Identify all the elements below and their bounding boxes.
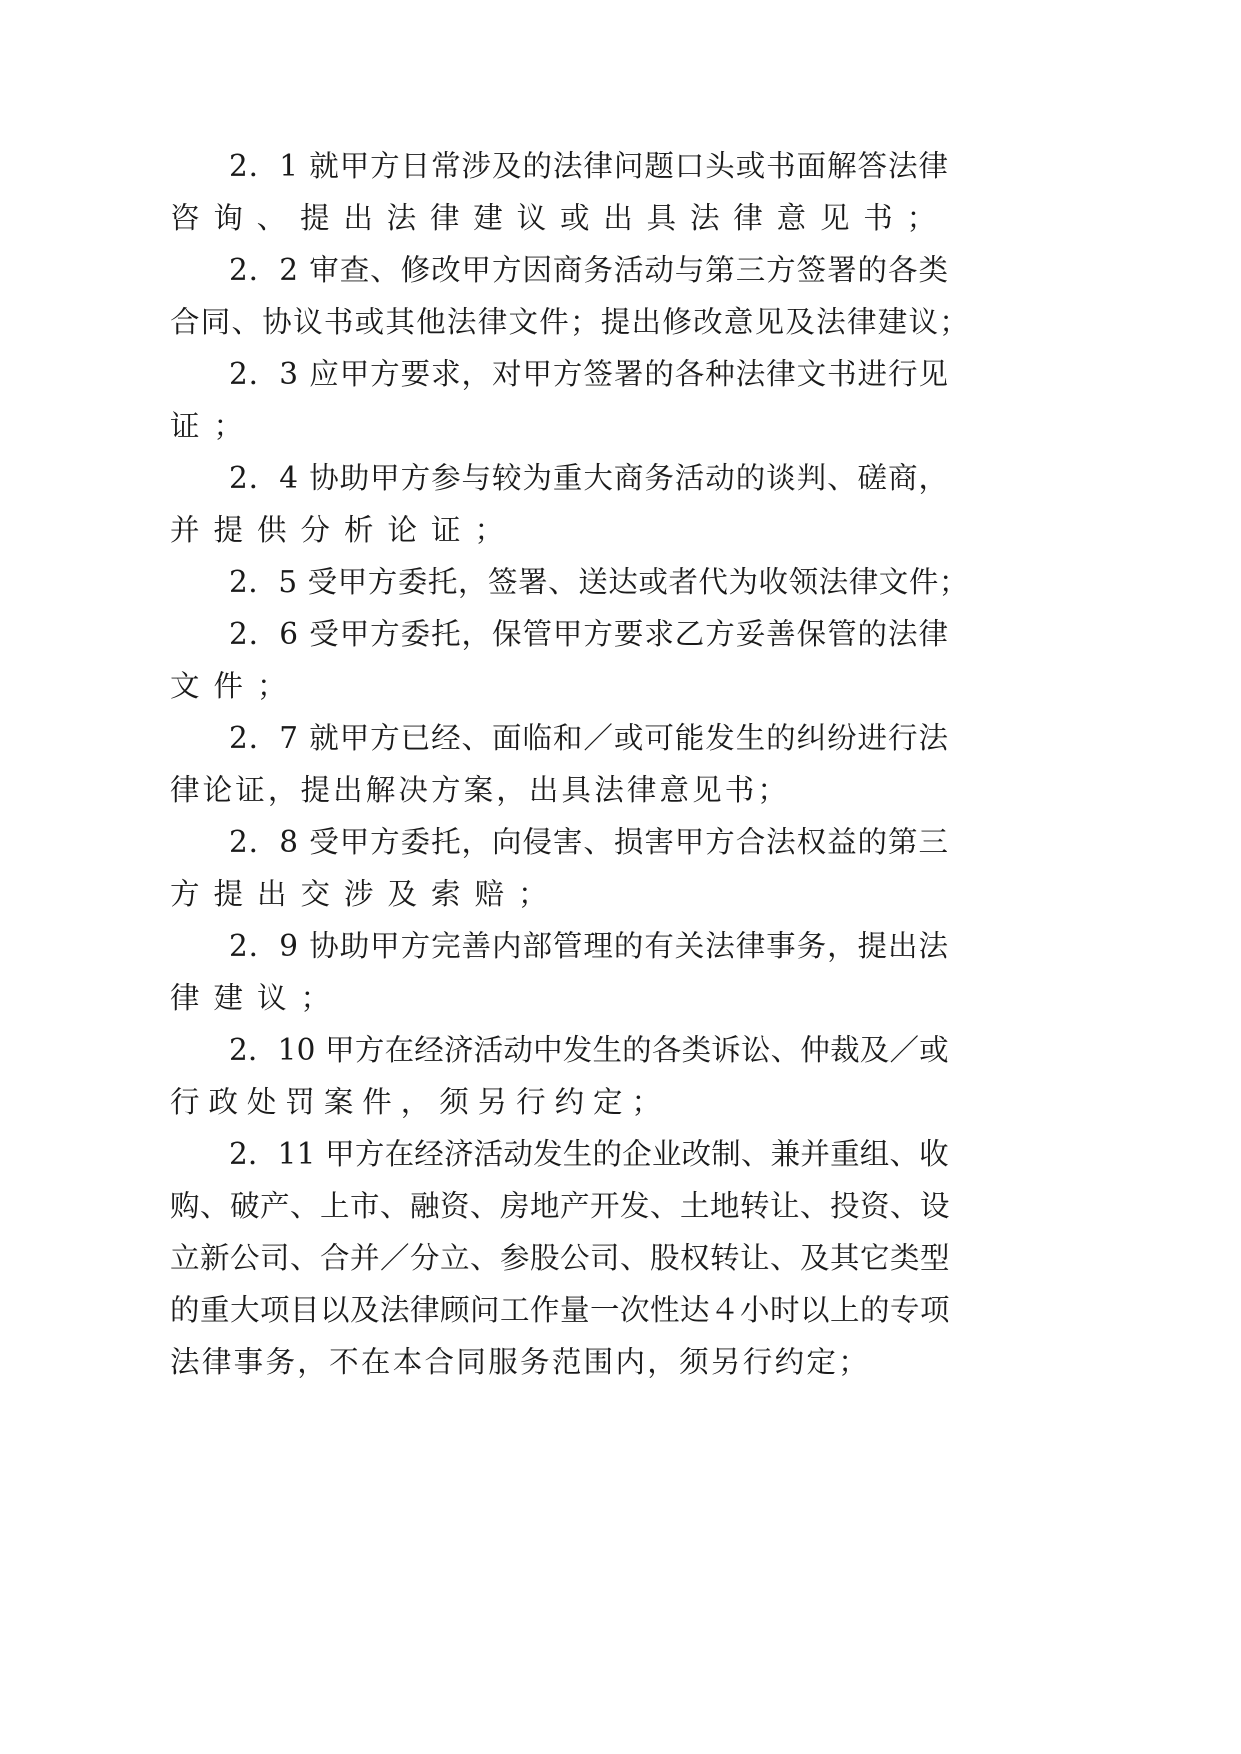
text-line: 文件； (170, 669, 301, 703)
text-line: 2．8 受甲方委托，向侵害、损害甲方合法权益的第三 (229, 825, 949, 859)
text-line: 2．1 就甲方日常涉及的法律问题口头或书面解答法律 (229, 149, 949, 183)
text-line: 证； (170, 409, 258, 443)
text-line: 2．6 受甲方委托，保管甲方要求乙方妥善保管的法律 (229, 617, 949, 651)
text-line: 2．5 受甲方委托，签署、送达或者代为收领法律文件； (229, 565, 969, 599)
text-line: 法律事务，不在本合同服务范围内，须另行约定； (170, 1345, 871, 1379)
text-line: 2．9 协助甲方完善内部管理的有关法律事务，提出法 (229, 929, 949, 963)
text-line: 律论证，提出解决方案，出具法律意见书； (170, 773, 790, 807)
text-line: 2．7 就甲方已经、面临和／或可能发生的纠纷进行法 (229, 721, 949, 755)
text-line: 合同、协议书或其他法律文件；提出修改意见及法律建议； (170, 305, 971, 339)
text-line: 2．10 甲方在经济活动中发生的各类诉讼、仲裁及／或 (229, 1033, 949, 1067)
text-line: 立新公司、合并／分立、参股公司、股权转让、及其它类型 (170, 1241, 951, 1275)
text-line: 律建议； (170, 981, 345, 1015)
text-line: 2．3 应甲方要求，对甲方签署的各种法律文书进行见 (229, 357, 949, 391)
text-line: 的重大项目以及法律顾问工作量一次性达４小时以上的专项 (170, 1293, 951, 1327)
text-line: 并提供分析论证； (170, 513, 519, 547)
text-line: 2．2 审查、修改甲方因商务活动与第三方签署的各类 (229, 253, 949, 287)
text-line: 行政处罚案件，须另行约定； (170, 1085, 670, 1119)
text-line: 购、破产、上市、融资、房地产开发、土地转让、投资、设 (170, 1189, 951, 1223)
text-line: 2．4 协助甲方参与较为重大商务活动的谈判、磋商， (229, 461, 949, 495)
text-line: 咨询、提出法律建议或出具法律意见书； (170, 201, 950, 235)
text-line: 2．11 甲方在经济活动发生的企业改制、兼并重组、收 (229, 1137, 949, 1171)
text-line: 方提出交涉及索赔； (170, 877, 562, 911)
